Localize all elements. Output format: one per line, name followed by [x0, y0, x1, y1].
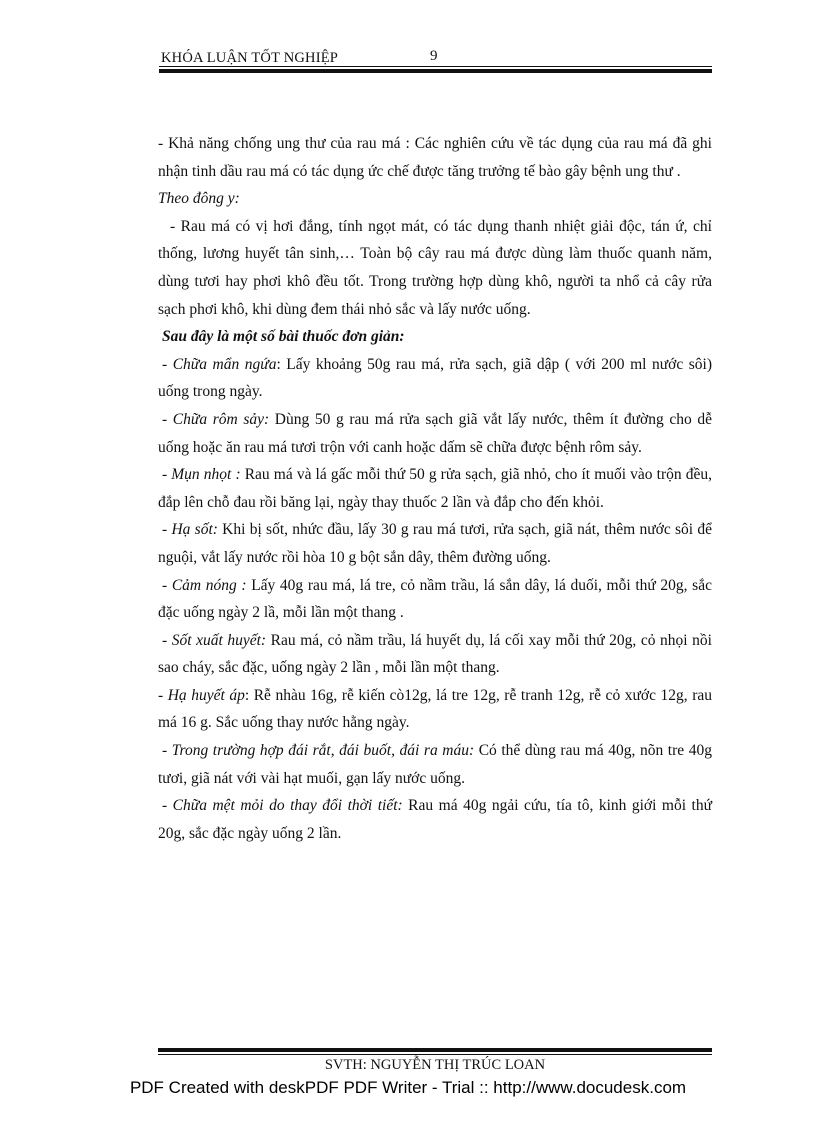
- remedy-text: Lấy 40g rau má, lá tre, cỏ nầm trầu, lá sắn dây, lá duối, mỗi thứ 20g, sắc đặc uống ngày 2 lầ, mỗi lần một thang .: [158, 576, 712, 622]
- remedy-label: Mụn nhọt :: [171, 466, 241, 484]
- remedy-item: - Hạ sốt: Khi bị sốt, nhức đầu, lấy 30 g rau má tươi, rửa sạch, giã nát, thêm nước sôi để nguội, vắt lấy nước rồi hòa 10 g bột sắn dây, thêm đường uống.: [158, 521, 712, 566]
- remedy-text: Dùng 50 g rau má rửa sạch giã vắt lấy nước, thêm ít đường cho dễ uống hoặc ăn rau má tươi trộn với canh hoặc dấm sẽ chữa được bệnh rôm sảy.: [158, 410, 712, 456]
- remedy-item: - Hạ huyết áp: Rễ nhàu 16g, rễ kiến cò12g, lá tre 12g, rễ tranh 12g, rễ cỏ xước 12g, rau má 16 g. Sắc uống thay nước hằng ngày.: [158, 686, 712, 732]
- paragraph-anticancer: - Khả năng chống ung thư của rau má : Các nghiên cứu về tác dụng của rau má đã ghi nhận tinh dầu rau má có tác dụng ức chế được tăng trưởng tế bào gây bệnh ung thư .: [158, 135, 712, 180]
- remedy-label: Sốt xuất huyết:: [171, 631, 267, 649]
- remedy-text: Rau má và lá gấc mỗi thứ 50 g rửa sạch, giã nhỏ, cho ít muối vào trộn đều, đắp lên chỗ đau rồi băng lại, ngày thay thuốc 2 lần và đắp cho đến khỏi.: [158, 466, 712, 511]
- remedy-text: Rau má 40g ngải cứu, tía tô, kinh giới mỗi thứ 20g, sắc đặc ngày uống 2 lần.: [158, 797, 712, 842]
- remedy-label: Trong trường hợp đái rắt, đái buốt, đái ra máu:: [171, 742, 475, 760]
- remedy-item: - Cảm nóng : Lấy 40g rau má, lá tre, cỏ nầm trầu, lá sắn dây, lá duối, mỗi thứ 20g, sắc đặc uống ngày 2 lầ, mỗi lần một thang .: [158, 576, 712, 622]
- header-rule-thick: [159, 69, 712, 73]
- remedy-item: - Chữa mẩn ngứa: Lấy khoảng 50g rau má, rửa sạch, giã dập ( với 200 ml nước sôi) uống trong ngày.: [158, 355, 712, 401]
- remedy-label: Hạ sốt:: [171, 521, 218, 539]
- remedy-text: Rau má, cỏ nầm trầu, lá huyết dụ, lá cối xay mỗi thứ 20g, cỏ nhọi nồi sao cháy, sắc đặc, uống ngày 2 lần , mỗi lần một thang.: [158, 631, 712, 677]
- remedy-label: Hạ huyết áp: [167, 686, 245, 704]
- remedy-label: Cảm nóng :: [171, 576, 247, 594]
- remedy-text: Khi bị sốt, nhức đầu, lấy 30 g rau má tươi, rửa sạch, giã nát, thêm nước sôi để nguội, vắt lấy nước rồi hòa 10 g bột sắn dây, thêm đường uống.: [158, 521, 712, 566]
- pdf-watermark: PDF Created with deskPDF PDF Writer - Trial :: http://www.docudesk.com: [129, 1078, 687, 1097]
- paragraph-dong-y: - Rau má có vị hơi đắng, tính ngọt mát, có tác dụng thanh nhiệt giải độc, tán ứ, chỉ thống, lương huyết tân sinh,… Toàn bộ cây rau má được dùng làm thuốc quanh năm, dùng tươi hay phơi khô đều tốt. Trong trường hợp dùng khô, người ta nhổ cả cây rửa sạch phơi khô, khi dùng đem thái nhỏ sắc và lấy nước uống.: [158, 217, 712, 318]
- header-rule-thin: [159, 66, 712, 67]
- footer-rule-thin: [158, 1054, 712, 1055]
- remedy-text: : Lấy khoảng 50g rau má, rửa sạch, giã dập ( với 200 ml nước sôi) uống trong ngày.: [158, 355, 712, 401]
- footer-rule-thick: [158, 1048, 712, 1052]
- remedy-label: Chữa mẩn ngứa: [172, 355, 277, 373]
- header-title: KHÓA LUẬN TỐT NGHIỆP: [161, 50, 339, 66]
- remedy-label: Chữa mệt mỏi do thay đổi thời tiết:: [172, 797, 403, 815]
- remedy-label: Chữa rôm sảy:: [172, 410, 270, 428]
- remedy-item: - Chữa rôm sảy: Dùng 50 g rau má rửa sạch giã vắt lấy nước, thêm ít đường cho dễ uống hoặc ăn rau má tươi trộn với canh hoặc dấm sẽ chữa được bệnh rôm sảy.: [158, 410, 712, 456]
- remedy-text: : Rễ nhàu 16g, rễ kiến cò12g, lá tre 12g, rễ tranh 12g, rễ cỏ xước 12g, rau má 16 g. Sắc uống thay nước hằng ngày.: [158, 686, 712, 732]
- theo-dong-y-label: Theo đông y:: [158, 190, 240, 208]
- remedy-item: - Chữa mệt mỏi do thay đổi thời tiết: Rau má 40g ngải cứu, tía tô, kinh giới mỗi thứ 20g, sắc đặc ngày uống 2 lần.: [158, 797, 712, 842]
- section-heading: Sau đây là một số bài thuốc đơn giản:: [162, 328, 405, 346]
- page-number: 9: [430, 48, 438, 64]
- remedy-item: - Sốt xuất huyết: Rau má, cỏ nầm trầu, lá huyết dụ, lá cối xay mỗi thứ 20g, cỏ nhọi nồi sao cháy, sắc đặc, uống ngày 2 lần , mỗi lần một thang.: [158, 631, 712, 677]
- remedy-text: Có thể dùng rau má 40g, nõn tre 40g tươi, giã nát với vài hạt muối, gạn lấy nước uống.: [158, 742, 712, 787]
- remedy-item: - Mụn nhọt : Rau má và lá gấc mỗi thứ 50 g rửa sạch, giã nhỏ, cho ít muối vào trộn đều, đắp lên chỗ đau rồi băng lại, ngày thay thuốc 2 lần và đắp cho đến khỏi.: [158, 466, 712, 511]
- page-body: [158, 130, 712, 847]
- remedy-item: - Trong trường hợp đái rắt, đái buốt, đái ra máu: Có thể dùng rau má 40g, nõn tre 40g tươi, giã nát với vài hạt muối, gạn lấy nước uống.: [158, 742, 712, 787]
- page-header: [159, 44, 712, 72]
- footer-author: SVTH: NGUYỄN THỊ TRÚC LOAN: [324, 1057, 546, 1073]
